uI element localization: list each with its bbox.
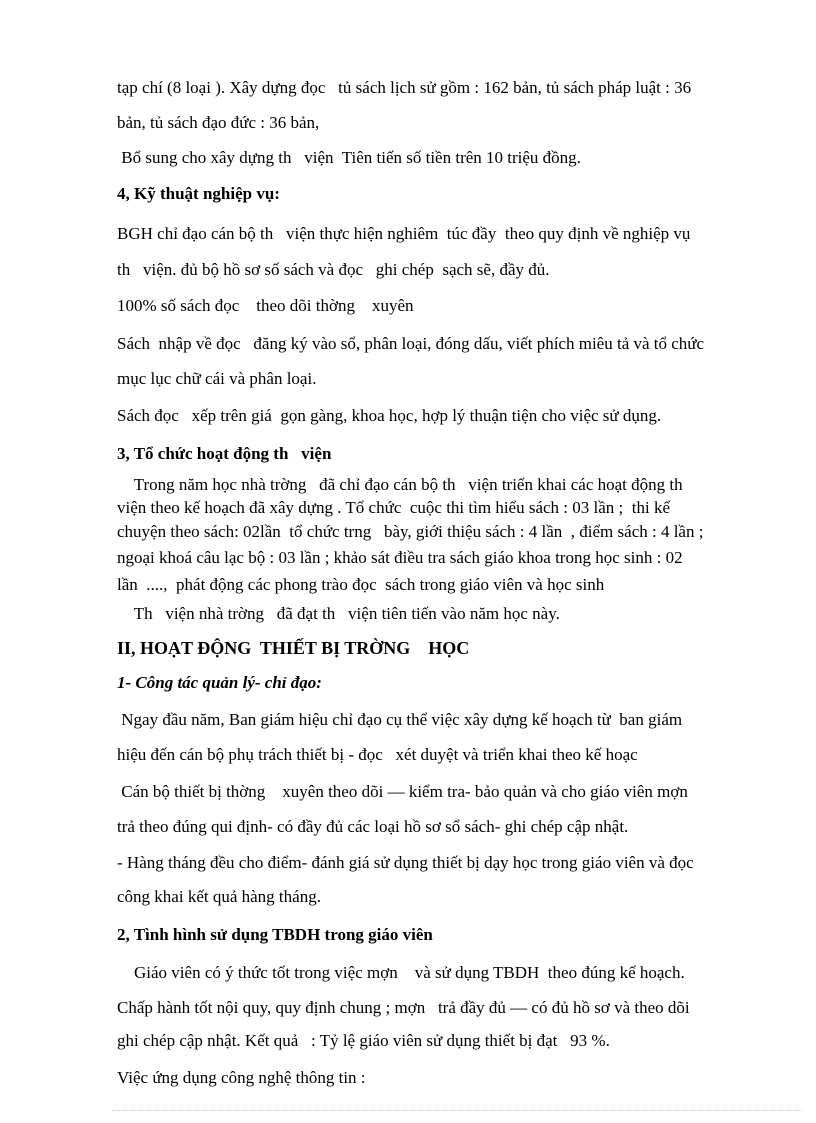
text-line: công khai kết quả hàng tháng. [117, 887, 321, 906]
text-line: hiệu đến cán bộ phụ trách thiết bị - đọc xét duyệt và triển khai theo kế hoạc [117, 745, 638, 764]
text-line: ghi chép cập nhật. Kết quả : Tỷ lệ giáo viên sử dụng thiết bị đạt 93 %. [117, 1031, 610, 1050]
section-heading: 4, Kỹ thuật nghiệp vụ: [117, 184, 280, 203]
text-line: BGH chỉ đạo cán bộ th viện thực hiện nghiêm túc đầy theo quy định về nghiệp vụ [117, 224, 691, 243]
text-line: th viện. đủ bộ hồ sơ số sách và đọc ghi chép sạch sẽ, đầy đủ. [117, 260, 550, 279]
chapter-heading: II, HOẠT ĐỘNG THIẾT BỊ TRỜNG HỌC [117, 638, 470, 658]
text-line: tạp chí (8 loại ). Xây dựng đọc tủ sách lịch sử gồm : 162 bản, tủ sách pháp luật : 36 [117, 78, 692, 97]
text-line: lần ...., phát động các phong trào đọc sách trong giáo viên và học sinh [117, 575, 605, 594]
text-line: bản, tủ sách đạo đức : 36 bản, [117, 113, 320, 132]
text-line: Chấp hành tốt nội quy, quy định chung ; mợn trả đầy đủ — có đủ hồ sơ và theo dõi [117, 998, 690, 1017]
text-line: 100% số sách đọc theo dõi thờng xuyên [117, 296, 414, 315]
text-line: trả theo đúng qui định- có đầy đủ các loại hồ sơ sổ sách- ghi chép cập nhật. [117, 817, 629, 836]
text-line: mục lục chữ cái và phân loại. [117, 369, 317, 388]
text-line: Giáo viên có ý thức tốt trong việc mợn và sử dụng TBDH theo đúng kế hoạch. [117, 963, 685, 982]
text-line: Ngay đầu năm, Ban giám hiệu chỉ đạo cụ thể việc xây dựng kế hoạch từ ban giám [117, 710, 683, 729]
section-heading: 2, Tình hình sử dụng TBDH trong giáo viên [117, 925, 433, 944]
page-bottom-divider [112, 1110, 802, 1111]
text-line: Bổ sung cho xây dựng th viện Tiên tiến số tiền trên 10 triệu đồng. [117, 148, 581, 167]
text-line: - Hàng tháng đều cho điểm- đánh giá sử dụng thiết bị dạy học trong giáo viên và đọc [117, 853, 694, 872]
text-line: Sách đọc xếp trên giá gọn gàng, khoa học, hợp lý thuận tiện cho việc sử dụng. [117, 406, 662, 425]
text-line: Trong năm học nhà trờng đã chỉ đạo cán bộ th viện triển khai các hoạt động th [117, 475, 683, 494]
subsection-heading: 1- Công tác quản lý- chỉ đạo: [117, 673, 322, 692]
section-heading: 3, Tổ chức hoạt động th viện [117, 444, 332, 463]
text-line: Sách nhập về đọc đăng ký vào sổ, phân loại, đóng dấu, viết phích miêu tả và tổ chức [117, 334, 705, 353]
text-line: chuyện theo sách: 02lần tổ chức trng bày, giới thiệu sách : 4 lần , điểm sách : 4 lần ; [117, 522, 704, 541]
text-line: ngoại khoá câu lạc bộ : 03 lần ; khảo sát điều tra sách giáo khoa trong học sinh : 02 [117, 548, 683, 567]
text-line: Cán bộ thiết bị thờng xuyên theo dõi — kiểm tra- bảo quản và cho giáo viên mợn [117, 782, 688, 801]
text-line: Th viện nhà trờng đã đạt th viện tiên tiến vào năm học này. [117, 604, 560, 623]
text-line: Việc ứng dụng công nghệ thông tin : [117, 1068, 366, 1087]
text-line: viện theo kế hoạch đã xây dựng . Tổ chức cuộc thi tìm hiểu sách : 03 lần ; thi kể [117, 498, 670, 517]
